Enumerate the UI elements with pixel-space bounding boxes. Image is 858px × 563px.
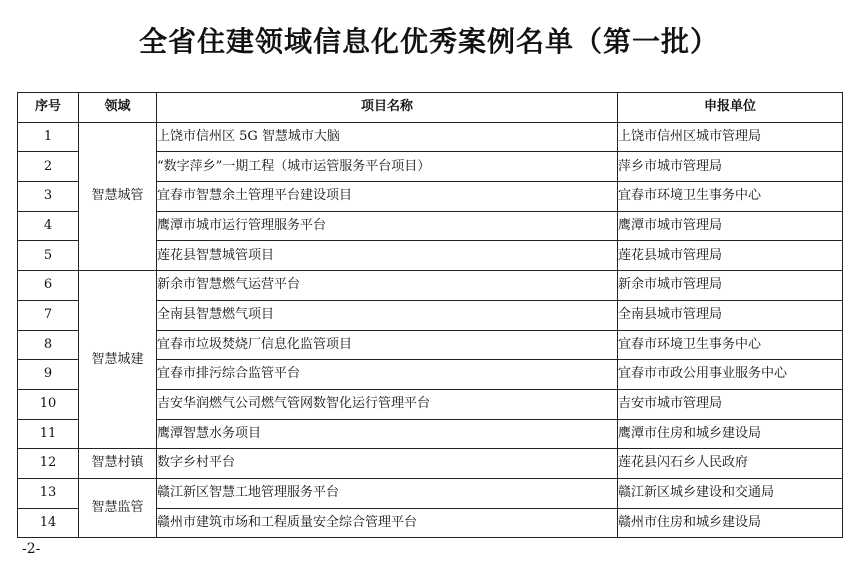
project-name: 宜春市智慧余土管理平台建设项目 <box>157 182 618 212</box>
project-name: 宜春市排污综合监管平台 <box>157 360 618 390</box>
project-name: 吉安华润燃气公司燃气管网数智化运行管理平台 <box>157 389 618 419</box>
project-name: 鹰潭市城市运行管理服务平台 <box>157 211 618 241</box>
project-name: 鹰潭智慧水务项目 <box>157 419 618 449</box>
row-number: 3 <box>18 182 79 212</box>
applicant-unit: 上饶市信州区城市管理局 <box>618 122 843 152</box>
row-number: 11 <box>18 419 79 449</box>
page-number: -2- <box>22 541 41 557</box>
project-name: 数字乡村平台 <box>157 449 618 479</box>
row-number: 1 <box>18 122 79 152</box>
applicant-unit: 新余市城市管理局 <box>618 271 843 301</box>
table-row <box>18 478 843 508</box>
row-number: 12 <box>18 449 79 479</box>
row-number: 10 <box>18 389 79 419</box>
field-cell: 智慧城建 <box>79 271 157 449</box>
field-cell: 智慧城管 <box>79 122 157 270</box>
project-name: 宜春市垃圾焚烧厂信息化监管项目 <box>157 330 618 360</box>
row-number: 14 <box>18 508 79 538</box>
table-row <box>18 449 843 479</box>
row-number: 4 <box>18 211 79 241</box>
row-number: 7 <box>18 300 79 330</box>
applicant-unit: 吉安市城市管理局 <box>618 389 843 419</box>
project-name: “数字萍乡”一期工程（城市运管服务平台项目） <box>157 152 618 182</box>
applicant-unit: 莲花县城市管理局 <box>618 241 843 271</box>
row-number: 6 <box>18 271 79 301</box>
row-number: 13 <box>18 478 79 508</box>
case-list-table <box>17 92 843 538</box>
applicant-unit: 赣江新区城乡建设和交通局 <box>618 478 843 508</box>
applicant-unit: 鹰潭市住房和城乡建设局 <box>618 419 843 449</box>
applicant-unit: 宜春市环境卫生事务中心 <box>618 182 843 212</box>
header-no: 序号 <box>18 93 79 123</box>
field-cell: 智慧村镇 <box>79 449 157 479</box>
table-header-row <box>18 93 843 123</box>
applicant-unit: 宜春市市政公用事业服务中心 <box>618 360 843 390</box>
applicant-unit: 宜春市环境卫生事务中心 <box>618 330 843 360</box>
project-name: 全南县智慧燃气项目 <box>157 300 618 330</box>
project-name: 赣江新区智慧工地管理服务平台 <box>157 478 618 508</box>
project-name: 新余市智慧燃气运营平台 <box>157 271 618 301</box>
row-number: 5 <box>18 241 79 271</box>
row-number: 8 <box>18 330 79 360</box>
header-unit: 申报单位 <box>618 93 843 123</box>
project-name: 莲花县智慧城管项目 <box>157 241 618 271</box>
document-title: 全省住建领域信息化优秀案例名单（第一批） <box>138 25 719 58</box>
applicant-unit: 萍乡市城市管理局 <box>618 152 843 182</box>
table-row <box>18 271 843 301</box>
applicant-unit: 鹰潭市城市管理局 <box>618 211 843 241</box>
table-row <box>18 122 843 152</box>
applicant-unit: 赣州市住房和城乡建设局 <box>618 508 843 538</box>
row-number: 9 <box>18 360 79 390</box>
applicant-unit: 全南县城市管理局 <box>618 300 843 330</box>
project-name: 赣州市建筑市场和工程质量安全综合管理平台 <box>157 508 618 538</box>
header-field: 领域 <box>79 93 157 123</box>
project-name: 上饶市信州区 5G 智慧城市大脑 <box>157 122 618 152</box>
header-project: 项目名称 <box>157 93 618 123</box>
row-number: 2 <box>18 152 79 182</box>
field-cell: 智慧监管 <box>79 478 157 537</box>
applicant-unit: 莲花县闪石乡人民政府 <box>618 449 843 479</box>
